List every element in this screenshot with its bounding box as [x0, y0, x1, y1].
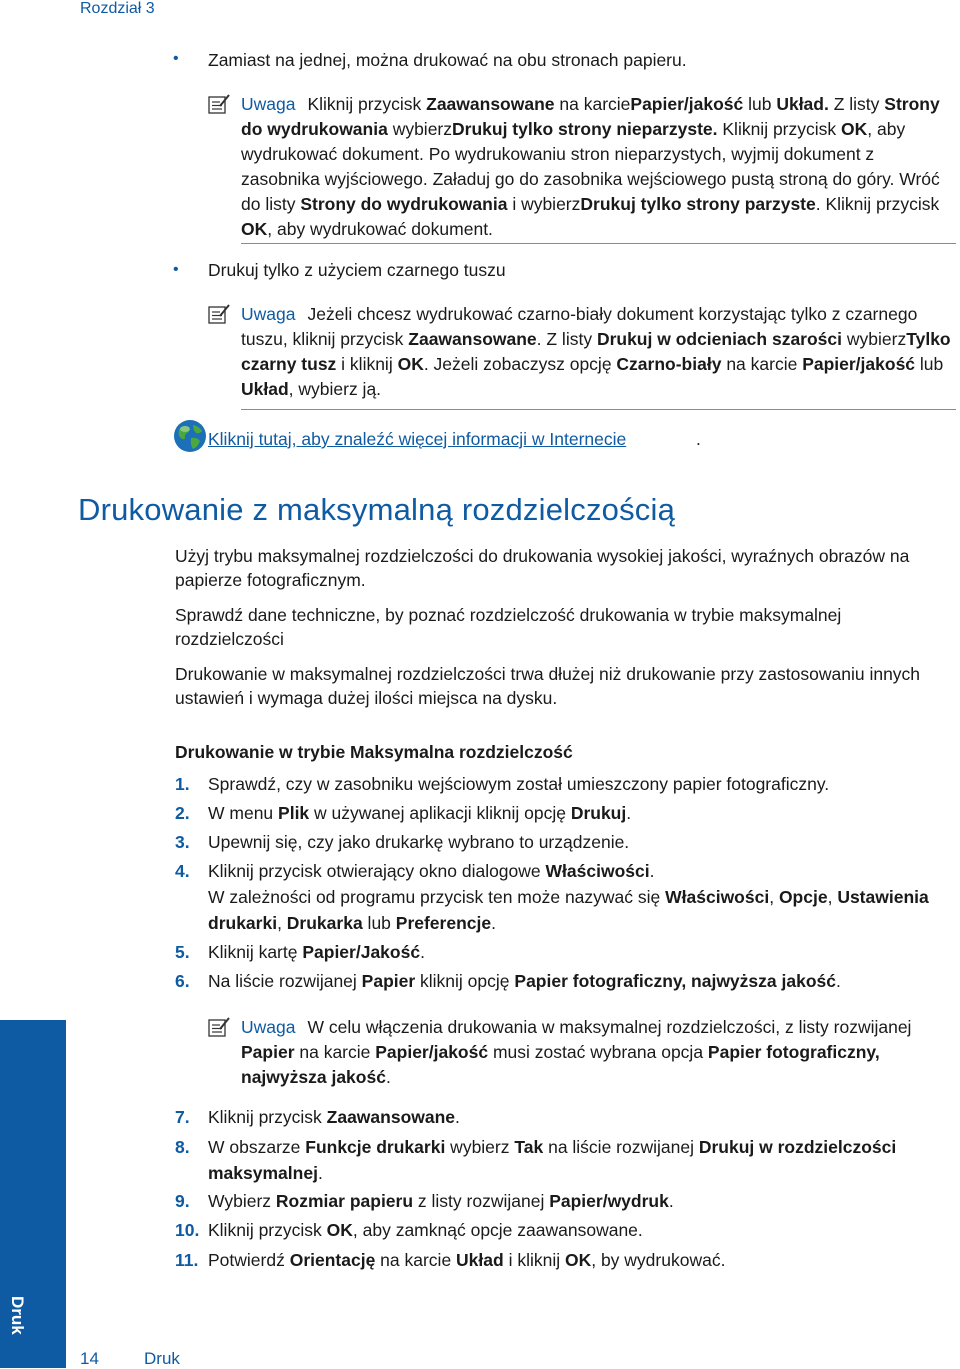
note-label: Uwaga	[241, 1017, 296, 1037]
step-item	[175, 939, 955, 965]
step-text: Upewnij się, czy jako drukarkę wybrano to urządzenie.	[208, 832, 630, 852]
step-text: Potwierdź Orientację na karcie Układ i kliknij OK, by wydrukować.	[208, 1250, 726, 1270]
step-number: 1.	[175, 774, 190, 794]
step-text: W menu Plik w używanej aplikacji kliknij opcję Drukuj.	[208, 803, 632, 823]
bullet-marker: •	[173, 261, 179, 278]
bullet-text: Zamiast na jednej, można drukować na obu stronach papieru.	[208, 50, 687, 70]
step-item	[175, 1217, 955, 1243]
step-subtext: W zależności od programu przycisk ten może nazywać się Właściwości, Opcje, Ustawienia drukarki, Drukarka lub Preferencje.	[208, 887, 929, 933]
step-text: Kliknij przycisk otwierający okno dialogowe Właściwości. W zależności od programu przycisk ten może nazywać się Właściwości, Opcje, Ustawienia drukarki, Drukarka lub Preferencje.	[208, 858, 955, 936]
step-item	[175, 1134, 955, 1186]
more-info-link[interactable]: Kliknij tutaj, aby znaleźć więcej informacji w Internecie	[208, 429, 627, 449]
paragraph: Drukowanie w maksymalnej rozdzielczości trwa dłużej niż drukowanie przy zastosowaniu innych ustawień i wymaga dużej ilości miejsca na dysku.	[175, 664, 921, 708]
footer-section: Druk	[144, 1349, 180, 1368]
note-block	[208, 1015, 956, 1090]
note-divider	[241, 243, 956, 244]
step-item	[175, 829, 955, 855]
step-number: 10.	[175, 1220, 200, 1240]
step-text: Na liście rozwijanej Papier kliknij opcję Papier fotograficzny, najwyższa jakość.	[208, 971, 841, 991]
step-text: Wybierz Rozmiar papieru z listy rozwijanej Papier/wydruk.	[208, 1191, 674, 1211]
step-item	[175, 800, 955, 826]
step-text: Sprawdź, czy w zasobniku wejściowym został umieszczony papier fotograficzny.	[208, 774, 830, 794]
step-number: 3.	[175, 832, 190, 852]
note-text: W celu włączenia drukowania w maksymalnej rozdzielczości, z listy rozwijanej Papier na karcie Papier/jakość musi zostać wybrana opcja Papier fotograficzny, najwyższa jakość.	[241, 1017, 912, 1087]
side-tab-label: Druk	[8, 1296, 27, 1335]
step-number: 6.	[175, 971, 190, 991]
bullet-marker: •	[173, 50, 179, 67]
note-label: Uwaga	[241, 304, 296, 324]
bullet-text: Drukuj tylko z użyciem czarnego tuszu	[208, 260, 506, 280]
link-suffix: .	[696, 429, 701, 449]
procedure-title: Drukowanie w trybie Maksymalna rozdzielczość	[175, 742, 573, 762]
globe-icon	[172, 418, 208, 454]
step-item	[175, 771, 955, 797]
step-number: 7.	[175, 1107, 190, 1127]
step-text: Kliknij przycisk Zaawansowane.	[208, 1107, 460, 1127]
step-number: 2.	[175, 803, 190, 823]
step-text: Kliknij kartę Papier/Jakość.	[208, 942, 425, 962]
section-title: Drukowanie z maksymalną rozdzielczością	[78, 492, 676, 527]
step-number: 9.	[175, 1191, 190, 1211]
note-block	[208, 302, 956, 402]
step-item	[175, 1247, 955, 1273]
page-number: 14	[80, 1349, 99, 1368]
paragraph: Sprawdź dane techniczne, by poznać rozdzielczość drukowania w trybie maksymalnej rozdzielczości	[175, 605, 842, 649]
step-item	[175, 858, 955, 936]
step-item	[175, 1104, 955, 1130]
step-number: 5.	[175, 942, 190, 962]
note-label: Uwaga	[241, 94, 296, 114]
note-pencil-icon	[208, 1017, 230, 1037]
step-number: 4.	[175, 861, 190, 881]
note-pencil-icon	[208, 304, 230, 324]
note-text: Jeżeli chcesz wydrukować czarno-biały dokument korzystając tylko z czarnego tuszu, kliknij przycisk Zaawansowane. Z listy Drukuj w odcieniach szarości wybierzTylko czarny tusz i kliknij OK. Jeżeli zobaczysz opcję Czarno-biały na karcie Papier/jakość lub Układ, wybierz ją.	[241, 304, 951, 399]
note-block	[208, 92, 956, 242]
step-item	[175, 1188, 955, 1214]
step-number: 8.	[175, 1137, 190, 1157]
step-number: 11.	[175, 1250, 199, 1270]
step-text: Kliknij przycisk OK, aby zamknąć opcje zaawansowane.	[208, 1220, 643, 1240]
step-item	[175, 968, 955, 994]
note-text: Kliknij przycisk Zaawansowane na karciePapier/jakość lub Układ. Z listy Strony do wydrukowania wybierzDrukuj tylko strony nieparzyste. Kliknij przycisk OK, aby wydrukować dokument. Po wydrukowaniu stron nieparzystych, wyjmij dokument z zasobnika wyjściowego. Załaduj go do zasobnika wejściowego pustą stroną do góry. Wróć do listy Strony do wydrukowania i wybierzDrukuj tylko strony parzyste. Kliknij przycisk OK, aby wydrukować dokument.	[241, 94, 940, 239]
note-pencil-icon	[208, 94, 230, 114]
note-divider	[241, 409, 956, 410]
chapter-header: Rozdział 3	[80, 0, 155, 17]
step-text: W obszarze Funkcje drukarki wybierz Tak na liście rozwijanej Drukuj w rozdzielczości maksymalnej.	[208, 1137, 897, 1183]
paragraph: Użyj trybu maksymalnej rozdzielczości do drukowania wysokiej jakości, wyraźnych obrazów na papierze fotograficznym.	[175, 546, 910, 590]
